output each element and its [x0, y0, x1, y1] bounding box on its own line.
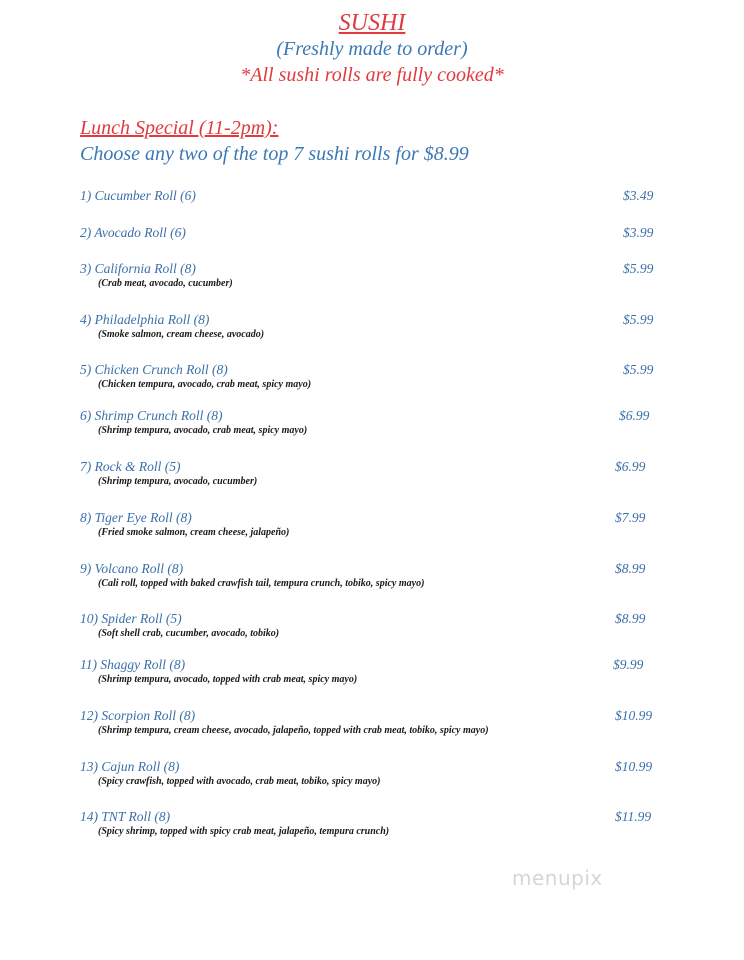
- item-price: $8.99: [615, 611, 646, 626]
- item-name: 6) Shrimp Crunch Roll (8): [80, 408, 223, 423]
- item-price: $10.99: [615, 759, 653, 774]
- item-price: $10.99: [615, 708, 653, 723]
- menu-item: [80, 809, 670, 838]
- item-name: 8) Tiger Eye Roll (8): [80, 510, 192, 525]
- item-name: 2) Avocado Roll (6): [80, 225, 186, 240]
- menu-item: [80, 188, 670, 204]
- menu-item: [80, 459, 670, 488]
- item-description: (Smoke salmon, cream cheese, avocado): [98, 329, 265, 340]
- item-name: 9) Volcano Roll (8): [80, 561, 184, 576]
- item-name: 1) Cucumber Roll (6): [80, 188, 196, 203]
- cooked-note: *All sushi rolls are fully cooked*: [240, 64, 504, 86]
- item-description: (Cali roll, topped with baked crawfish tail, tempura crunch, tobiko, spicy mayo): [98, 578, 425, 589]
- item-name: 5) Chicken Crunch Roll (8): [80, 362, 228, 377]
- item-name: 11) Shaggy Roll (8): [80, 657, 186, 672]
- item-description: (Shrimp tempura, cream cheese, avocado, jalapeño, topped with crab meat, tobiko, spicy mayo): [98, 725, 489, 736]
- item-price: $11.99: [615, 809, 652, 824]
- menu-item: [80, 362, 670, 391]
- lunch-special-heading: Lunch Special (11-2pm):: [80, 117, 279, 139]
- item-price: $6.99: [619, 408, 650, 423]
- item-description: (Shrimp tempura, avocado, crab meat, spicy mayo): [98, 425, 308, 436]
- item-price: $5.99: [623, 261, 654, 276]
- item-description: (Fried smoke salmon, cream cheese, jalapeño): [98, 527, 290, 538]
- menu-item: [80, 657, 670, 686]
- item-price: $7.99: [615, 510, 646, 525]
- item-description: (Spicy crawfish, topped with avocado, crab meat, tobiko, spicy mayo): [98, 776, 381, 787]
- item-name: 3) California Roll (8): [80, 261, 196, 276]
- item-description: (Chicken tempura, avocado, crab meat, spicy mayo): [98, 379, 312, 390]
- watermark-logo: menupix: [512, 866, 603, 890]
- item-description: (Soft shell crab, cucumber, avocado, tobiko): [98, 628, 280, 639]
- item-name: 10) Spider Roll (5): [80, 611, 182, 626]
- menu-item: [80, 708, 670, 737]
- menu-title: SUSHI: [338, 10, 406, 36]
- item-description: (Shrimp tempura, avocado, topped with crab meat, spicy mayo): [98, 674, 358, 685]
- item-price: $8.99: [615, 561, 646, 576]
- menu-item: [80, 611, 670, 640]
- menu-item: [80, 408, 670, 437]
- item-description: (Spicy shrimp, topped with spicy crab meat, jalapeño, tempura crunch): [98, 826, 390, 837]
- item-name: 12) Scorpion Roll (8): [80, 708, 196, 723]
- lunch-special-text: Choose any two of the top 7 sushi rolls for $8.99: [80, 143, 469, 165]
- menu-item: [80, 312, 670, 341]
- item-price: $5.99: [623, 362, 654, 377]
- menu-item: [80, 759, 670, 788]
- menu-item: [80, 510, 670, 539]
- item-name: 7) Rock & Roll (5): [80, 459, 181, 474]
- menu-subtitle: (Freshly made to order): [276, 38, 468, 60]
- menu-item: [80, 225, 670, 241]
- item-name: 14) TNT Roll (8): [80, 809, 171, 824]
- menu-item: [80, 561, 670, 590]
- item-price: $3.99: [623, 225, 654, 240]
- item-description: (Crab meat, avocado, cucumber): [98, 278, 233, 289]
- item-description: (Shrimp tempura, avocado, cucumber): [98, 476, 258, 487]
- item-name: 13) Cajun Roll (8): [80, 759, 180, 774]
- item-price: $3.49: [623, 188, 654, 203]
- item-price: $6.99: [615, 459, 646, 474]
- item-price: $9.99: [613, 657, 644, 672]
- item-price: $5.99: [623, 312, 654, 327]
- menu-item: [80, 261, 670, 290]
- item-name: 4) Philadelphia Roll (8): [80, 312, 210, 327]
